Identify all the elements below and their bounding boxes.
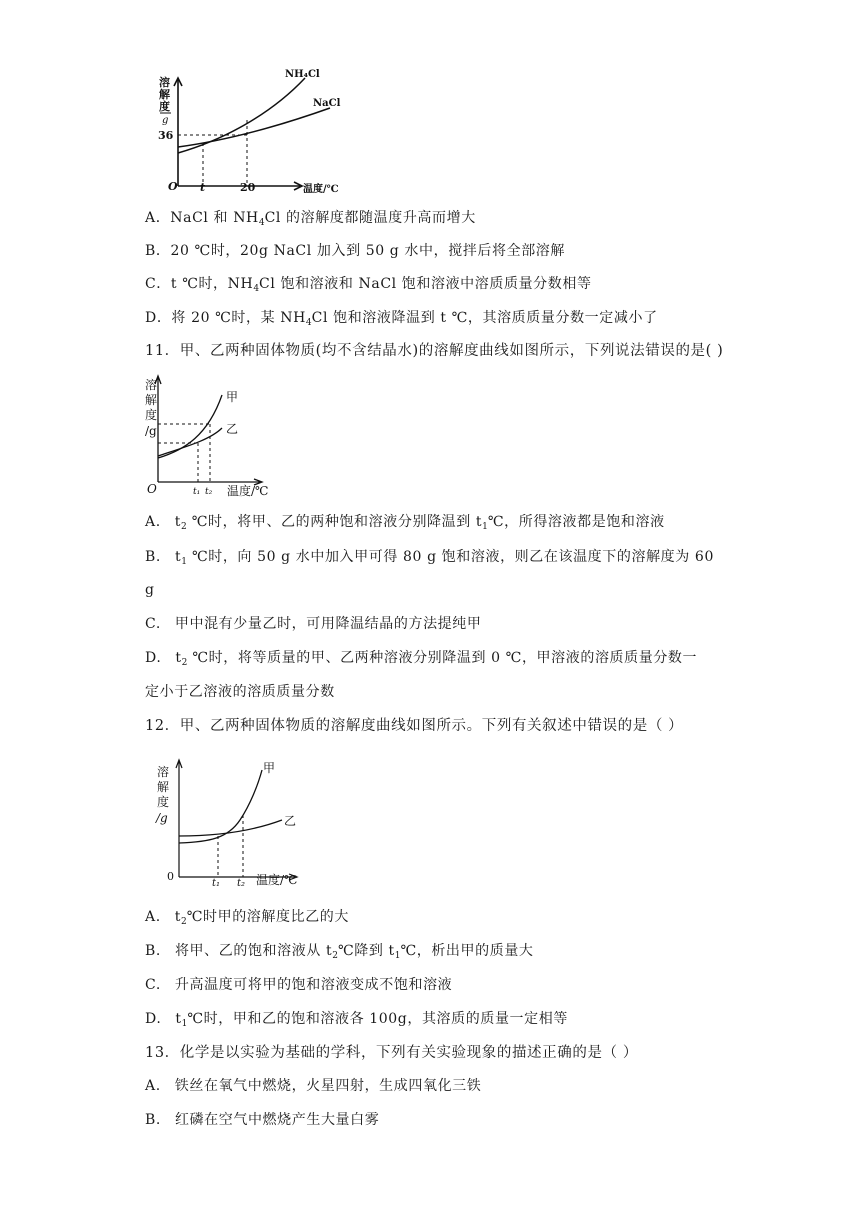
q11-option-d: D. $t_2$ ℃时，将等质量的甲、乙两种溶液分别降温到 0 ℃，甲溶液的溶质质量分数一 xyxy=(145,650,698,668)
q11-option-a: A. $t_2$ ℃时，将甲、乙的两种饱和溶液分别降温到 $t_1℃$，所得溶液都是饱和溶液 xyxy=(145,514,665,532)
series-label-nacl: NaCl xyxy=(313,98,341,109)
y-label-char: 溶 xyxy=(157,765,170,779)
q13-stem: 13．化学是以实验为基础的学科，下列有关实验现象的描述正确的是（ ） xyxy=(145,1045,638,1061)
q11-stem: 11．甲、乙两种固体物质(均不含结晶水)的溶解度曲线如图所示，下列说法错误的是( ) xyxy=(145,343,724,359)
series-label-jia: 甲 xyxy=(226,390,239,404)
axes xyxy=(176,760,297,880)
q10-option-a: A．NaCl 和 $NH_4Cl$ 的溶解度都随温度升高而增大 xyxy=(145,210,476,228)
y-label-unit: /g xyxy=(145,424,157,438)
y-label-char: 溶 xyxy=(145,378,158,392)
x-tick-t: t xyxy=(200,181,206,194)
origin-label: 0 xyxy=(167,870,174,883)
q10-option-d: D．将 20 ℃时，某 $NH_4Cl$ 饱和溶液降温到 t ℃，其溶质质量分数一定减小了 xyxy=(145,310,658,328)
y-label-char: 度 xyxy=(157,795,170,809)
q12-option-d: D. $t_1℃$时，甲和乙的饱和溶液各 100g，其溶质的质量一定相等 xyxy=(145,1011,568,1029)
x-axis-label: 温度/℃ xyxy=(256,873,298,887)
x-tick-t2: t₂ xyxy=(237,878,246,889)
q12-option-c: C. 升高温度可将甲的饱和溶液变成不饱和溶液 xyxy=(145,977,453,993)
q11-option-c: C. 甲中混有少量乙时，可用降温结晶的方法提纯甲 xyxy=(145,616,482,632)
y-label-unit: /g xyxy=(156,811,168,825)
series-label-nh4cl: NH₄Cl xyxy=(285,69,320,80)
q12-option-b: B. 将甲、乙的饱和溶液从 $t_2℃$降到 $t_1℃$，析出甲的质量大 xyxy=(145,943,534,961)
q12-stem: 12．甲、乙两种固体物质的溶解度曲线如图所示。下列有关叙述中错误的是（ ） xyxy=(145,718,684,734)
y-label-char: 解 xyxy=(145,393,158,407)
y-label-char: 度 xyxy=(145,408,158,422)
q10-option-c: C．t ℃时，$NH_4Cl$ 饱和溶液和 NaCl 饱和溶液中溶质质量分数相等 xyxy=(145,276,592,294)
q13-option-a: A. 铁丝在氧气中燃烧，火星四射，生成四氧化三铁 xyxy=(145,1078,482,1094)
y-tick-36: 36 xyxy=(158,129,174,142)
y-label-char: 度 xyxy=(159,100,170,113)
q11-option-d-cont: 定小于乙溶液的溶质质量分数 xyxy=(145,684,335,700)
x-tick-t1: t₁ xyxy=(212,878,221,889)
curve-yi xyxy=(179,820,282,836)
q12-option-a: A. $t_2℃$时甲的溶解度比乙的大 xyxy=(145,909,349,927)
q10-option-b: B．20 ℃时，20g NaCl 加入到 50 g 水中，搅拌后将全部溶解 xyxy=(145,243,566,259)
origin-label: O xyxy=(147,482,157,496)
series-label-yi: 乙 xyxy=(226,422,239,436)
series-label-yi: 乙 xyxy=(284,814,297,828)
y-label-char: 解 xyxy=(157,780,170,794)
x-axis-label: 温度/℃ xyxy=(227,484,269,498)
x-axis-label: 温度/℃ xyxy=(303,184,339,195)
y-label-char: 溶 xyxy=(159,76,170,89)
origin-label: O xyxy=(168,180,178,193)
x-tick-t2: t₂ xyxy=(205,487,213,497)
q11-option-b: B. $t_1$ ℃时，向 50 g 水中加入甲可得 80 g 饱和溶液，则乙在该温度下的溶解度为 60 xyxy=(145,549,714,567)
y-label-char: 解 xyxy=(159,88,170,101)
y-label-unit: g xyxy=(162,115,169,126)
guide-lines xyxy=(218,815,243,877)
curve-jia xyxy=(179,770,262,843)
series-label-jia: 甲 xyxy=(263,761,276,775)
q11-option-b-cont: g xyxy=(145,582,155,598)
x-tick-20: 20 xyxy=(240,181,256,194)
q13-option-b: B. 红磷在空气中燃烧产生大量白雾 xyxy=(145,1112,380,1128)
x-tick-t1: t₁ xyxy=(193,487,201,497)
